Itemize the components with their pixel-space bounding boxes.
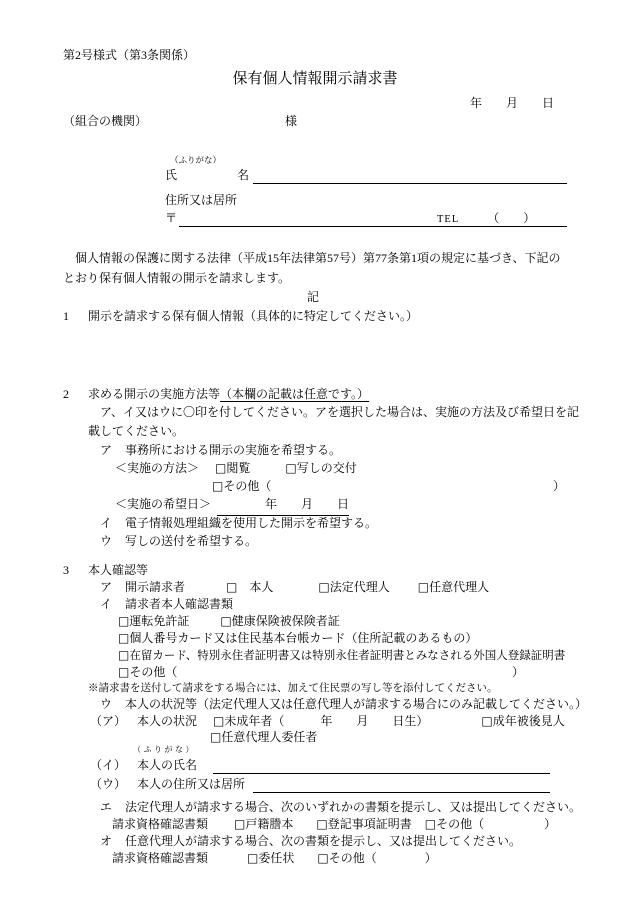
- desired-date-blanks[interactable]: 年 月 日: [217, 495, 349, 516]
- section1-number: 1: [63, 309, 69, 323]
- voluntary-rep-heading: [0, 833, 630, 850]
- checkbox-registry-certificate-icon[interactable]: □: [316, 817, 328, 831]
- option-residence-card[interactable]: □在留カード、特別永住者証明書又は特別永住者証明書とみなされる外国人登録証明書: [118, 648, 566, 662]
- checkbox-adult-ward-icon[interactable]: □: [481, 714, 493, 728]
- section2-title-note: （本欄の記載は任意です。）: [220, 387, 370, 401]
- option-a-text: 事務所における開示の実施を希望する。: [125, 443, 342, 457]
- voluntary-rep-docs-row: [0, 850, 630, 867]
- section2-option-a: [0, 441, 630, 459]
- form-number-line: [0, 46, 630, 64]
- other-method-close-paren: ）: [552, 479, 565, 493]
- id-docs-label: 請求者本人確認書類: [125, 597, 234, 611]
- option-adult-ward[interactable]: □成年被後見人: [481, 714, 565, 728]
- marker-i: イ: [100, 516, 113, 530]
- checkbox-minor-icon[interactable]: □: [213, 714, 225, 728]
- marker-sub-u: （ウ）: [90, 777, 127, 791]
- marker-sub-a: （ア）: [90, 714, 127, 728]
- id-docs-row-3: [0, 647, 630, 664]
- furigana-label: （ふりがな）: [170, 155, 222, 165]
- checkbox-voluntary-rep-icon[interactable]: □: [417, 580, 430, 594]
- option-family-register[interactable]: □戸籍謄本: [234, 817, 294, 831]
- principal-name-input-line[interactable]: [213, 760, 550, 774]
- requester-row: [0, 579, 630, 596]
- option-other-id[interactable]: □その他（: [118, 665, 178, 679]
- checkbox-residence-card-icon[interactable]: □: [118, 648, 130, 662]
- option-registry-certificate[interactable]: □登記事項証明書: [316, 817, 412, 831]
- checkbox-delegator-icon[interactable]: □: [210, 730, 222, 744]
- principal-address-input-line[interactable]: [253, 780, 550, 793]
- method-other-row: [0, 477, 630, 495]
- other-id-close-paren: ）: [511, 665, 524, 679]
- checkbox-legal-rep-icon[interactable]: □: [318, 580, 330, 594]
- option-other-legal-doc[interactable]: □その他（ ）: [424, 817, 557, 831]
- checkbox-health-insurance-icon[interactable]: □: [220, 614, 232, 628]
- addressee-line: [0, 112, 630, 130]
- marker-3e: エ: [100, 800, 113, 814]
- option-other-method[interactable]: □その他（: [212, 479, 272, 493]
- delegator-row: [0, 730, 630, 744]
- option-legal-rep[interactable]: □法定代理人: [318, 580, 390, 594]
- page-title-line: [0, 66, 630, 92]
- option-voluntary-rep[interactable]: □任意代理人: [417, 580, 490, 594]
- legal-rep-text: 法定代理人が請求する場合、次のいずれかの書類を提示し、又は提出してください。: [125, 800, 582, 814]
- legal-rep-heading: [0, 799, 630, 816]
- option-self[interactable]: □ 本人: [226, 580, 274, 594]
- option-health-insurance[interactable]: □健康保険被保険者証: [220, 614, 340, 628]
- address-input-line[interactable]: [179, 211, 567, 227]
- principal-status-row: [0, 713, 630, 730]
- checkbox-self-icon[interactable]: □: [226, 580, 238, 594]
- marker-3i: イ: [100, 597, 113, 611]
- tel-label: TEL: [437, 214, 460, 225]
- voluntary-rep-text: 任意代理人が請求する場合、次の書類を提示し、又は提出してください。: [125, 834, 522, 848]
- voluntary-docs-label: 請求資格確認書類: [112, 851, 209, 865]
- option-minor[interactable]: □未成年者（ 年 月 日生）: [213, 714, 429, 728]
- marker-3o: オ: [100, 834, 113, 848]
- checkbox-other-voluntary-doc-icon[interactable]: □: [317, 851, 329, 865]
- checkbox-view-icon[interactable]: □: [215, 461, 227, 475]
- option-delegator[interactable]: □任意代理人委任者: [210, 730, 318, 744]
- marker-a: ア: [100, 443, 113, 457]
- section3-title: 本人確認等: [88, 563, 149, 577]
- address-label-line: [0, 191, 630, 209]
- marker-3a: ア: [100, 580, 113, 594]
- intro-paragraph: 個人情報の保護に関する法律（平成15年法律第57号）第77条第1項の規定に基づき、下記のとおり保有個人情報の開示を請求します。: [63, 251, 561, 285]
- option-other-voluntary-doc[interactable]: □その他（ ）: [317, 851, 437, 865]
- id-docs-row-1: [0, 613, 630, 630]
- furigana-label-line: [0, 154, 630, 166]
- section2-number: 2: [63, 387, 69, 401]
- checkbox-power-of-attorney-icon[interactable]: □: [247, 851, 259, 865]
- method-row: [0, 459, 630, 477]
- option-drivers-license[interactable]: □運転免許証: [118, 614, 190, 628]
- section2-heading: [0, 385, 630, 403]
- desired-date-row: [0, 495, 630, 514]
- section2-title: 求める開示の実施方法等: [88, 387, 221, 401]
- principal-name-row: [0, 755, 630, 774]
- option-view[interactable]: □閲覧: [215, 461, 251, 475]
- checkbox-mynumber-card-icon[interactable]: □: [118, 631, 130, 645]
- postal-mark-icon: 〒: [165, 211, 178, 225]
- method-label: ＜実施の方法＞: [115, 461, 200, 475]
- id-docs-row-2: [0, 630, 630, 647]
- desired-date-label: ＜実施の希望日＞: [115, 497, 212, 511]
- section2-instruction: ア、イ又はウに〇印を付してください。アを選択した場合は、実施の方法及び希望日を記載してください。: [88, 405, 580, 438]
- section3-heading: [0, 562, 630, 579]
- principal-name-label: 本人の氏名: [137, 758, 198, 772]
- section1-title: 開示を請求する保有個人情報（具体的に特定してください。）: [88, 309, 419, 323]
- principal-status-heading: [0, 696, 630, 713]
- name-line: [0, 166, 630, 184]
- record-mark: 記: [306, 290, 319, 304]
- principal-address-label: 本人の住所又は居所: [137, 777, 246, 791]
- tel-input-blanks[interactable]: （ ）: [487, 211, 536, 225]
- address-label: 住所又は居所: [165, 193, 238, 207]
- name-label: 氏 名: [165, 168, 250, 182]
- principal-address-row: [0, 778, 630, 793]
- principal-furigana-line: [0, 744, 630, 755]
- checkbox-other-id-icon[interactable]: □: [118, 665, 130, 679]
- section3-number: 3: [63, 563, 69, 577]
- checkbox-other-method-icon[interactable]: □: [212, 479, 224, 493]
- section1-heading: [0, 307, 630, 325]
- name-input-line[interactable]: [253, 169, 567, 184]
- id-docs-row-4: [0, 664, 630, 681]
- marker-sub-i: （イ）: [90, 758, 127, 772]
- checkbox-other-legal-doc-icon[interactable]: □: [424, 817, 437, 831]
- mail-request-note: ※請求書を送付して請求をする場合には、加えて住民票の写し等を添付してください。: [88, 683, 498, 694]
- addressee-label: （組合の機関）: [63, 114, 148, 128]
- option-mynumber-card[interactable]: □個人番号カード又は住民基本台帳カード（住所記載のあるもの）: [118, 631, 478, 645]
- section2-option-i: [0, 514, 630, 532]
- option-u-text: 写しの送付を希望する。: [125, 534, 258, 548]
- marker-3u: ウ: [100, 697, 113, 711]
- legal-rep-docs-row: [0, 816, 630, 833]
- requester-label: 開示請求者: [125, 580, 186, 594]
- marker-u: ウ: [100, 534, 113, 548]
- checkbox-copy-icon[interactable]: □: [285, 461, 297, 475]
- principal-furigana-label: （ふりがな）: [133, 745, 196, 754]
- status-label: 本人の状況: [137, 714, 198, 728]
- postal-line: [0, 209, 630, 227]
- option-copy[interactable]: □写しの交付: [285, 461, 357, 475]
- checkbox-family-register-icon[interactable]: □: [234, 817, 246, 831]
- option-i-text: 電子情報処理組織を使用した開示を希望する。: [125, 516, 378, 530]
- form-number: 第2号様式（第3条関係）: [63, 48, 196, 62]
- legal-docs-label: 請求資格確認書類: [112, 817, 209, 831]
- page-title: 保有個人情報開示請求書: [232, 71, 398, 87]
- date-line: [0, 94, 630, 112]
- section2-option-u: [0, 532, 630, 550]
- section1-write-in-area[interactable]: [0, 325, 630, 385]
- id-docs-heading: [0, 596, 630, 613]
- addressee-honorific: 様: [285, 114, 298, 128]
- principal-status-text: 本人の状況等（法定代理人又は任意代理人が請求する場合にのみ記載してください。）: [125, 697, 588, 711]
- option-power-of-attorney[interactable]: □委任状: [247, 851, 295, 865]
- date-blanks[interactable]: 年 月 日: [469, 96, 554, 110]
- checkbox-drivers-license-icon[interactable]: □: [118, 614, 130, 628]
